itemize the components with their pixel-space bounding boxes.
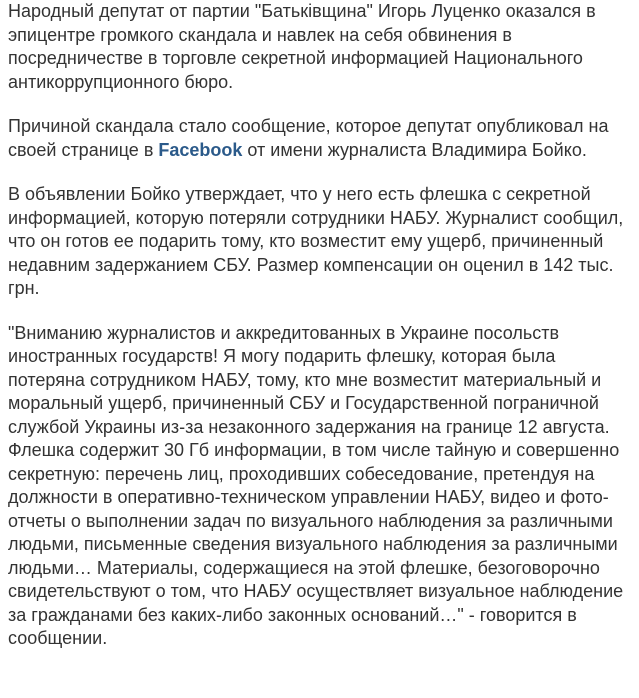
- paragraph-intro: Народный депутат от партии "Батьківщина" Игорь Луценко оказался в эпицентре громкого скандала и навлек на себя обвинения в посредничестве в торговле секретной информацией Национального антикоррупционного бюро.: [8, 1, 596, 92]
- paragraph-quote: "Вниманию журналистов и аккредитованных в Украине посольств иностранных государств! Я могу подарить флешку, которая была потеряна сотрудником НАБУ, тому, кто мне возместит материальный и моральный ущерб, причиненный СБУ и Государственной пограничной службой Украины из-за незаконного задержания на границе 12 августа. Флешка содержит 30 Гб информации, в том числе тайную и совершенно секретную: перечень лиц, проходивших собеседование, претендуя на должности в оперативно-техническом управлении НАБУ, видео и фото-отчеты о выполнении задач по визуального наблюдения за различными людьми, письменные сведения визуального наблюдения за различными людьми… Материалы, содержащиеся на этой флешке, безоговорочно свидетельствуют о том, что НАБУ осуществляет визуальное наблюдение за гражданами без каких-либо законных оснований…" - говорится в сообщении.: [8, 322, 624, 648]
- paragraph-cause-text-start: Причиной скандала стало сообщение, которое депутат опубликовал на своей странице в: [8, 116, 609, 160]
- paragraph-announcement: В объявлении Бойко утверждает, что у него есть флешка с секретной информацией, которую потеряли сотрудники НАБУ. Журналист сообщил, что он готов ее подарить тому, кто возместит ему ущерб, причиненный недавним задержанием СБУ. Размер компенсации он оценил в 142 тыс. грн.: [8, 184, 624, 298]
- paragraph-cause-text-end: от имени журналиста Владимира Бойко.: [242, 139, 587, 160]
- paragraph-cause: [8, 115, 631, 162]
- facebook-link[interactable]: Facebook: [158, 139, 243, 160]
